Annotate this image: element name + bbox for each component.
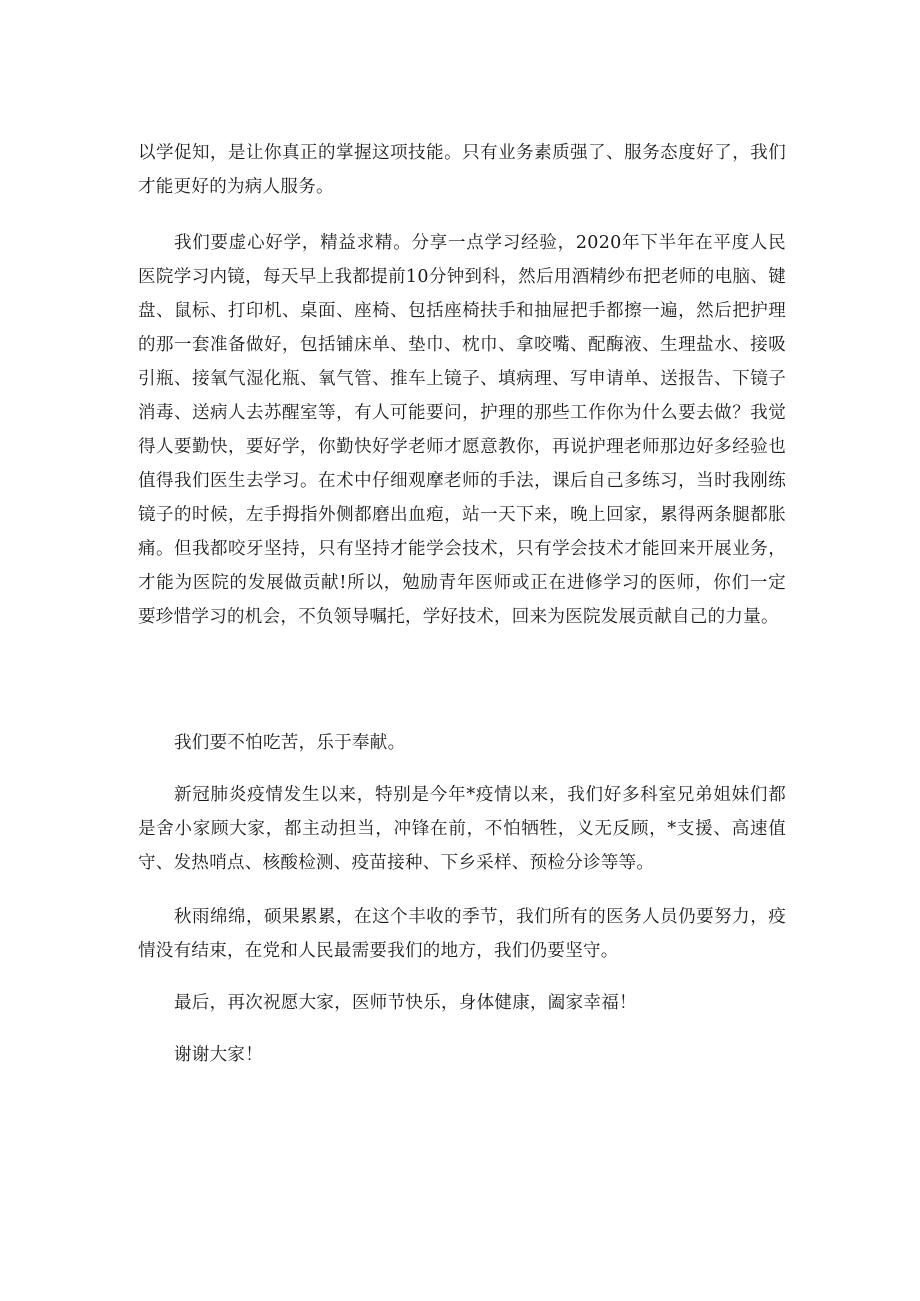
paragraph-4: 新冠肺炎疫情发生以来，特别是今年*疫情以来，我们好多科室兄弟姐妹们都是舍小家顾大家，都主动担当，冲锋在前，不怕牺牲，义无反顾，*支援、高速值守、发热哨点、核酸检测、疫苗接种、下乡采样、预检分诊等等。	[138, 785, 787, 873]
paragraph-3: 我们要不怕吃苦，乐于奉献。	[174, 733, 406, 753]
paragraph-7: 谢谢大家！	[174, 1045, 263, 1065]
paragraph-6: 最后，再次祝愿大家，医师节快乐，身体健康，阖家幸福！	[174, 993, 637, 1013]
paragraph-2: 我们要虚心好学，精益求精。分享一点学习经验，2020年下半年在平度人民医院学习内镜，每天早上我都提前10分钟到科，然后用酒精纱布把老师的电脑、键盘、鼠标、打印机、桌面、座椅、包括座椅扶手和抽屉把手都擦一遍，然后把护理的那一套准备做好，包括铺床单、垫巾、枕巾、拿咬嘴、配酶液、生理盐水、接吸引瓶、接氧气湿化瓶、氧气管、推车上镜子、填病理、写申请单、送报告、下镜子消毒、送病人去苏醒室等，有人可能要问，护理的那些工作你为什么要去做？我觉得人要勤快，要好学，你勤快好学老师才愿意教你，再说护理老师那边好多经验也值得我们医生去学习。在术中仔细观摩老师的手法，课后自己多练习，当时我刚练镜子的时候，左手拇指外侧都磨出血疱，站一天下来，晚上回家，累得两条腿都胀痛。但我都咬牙坚持，只有坚持才能学会技术，只有学会技术才能回来开展业务，才能为医院的发展做贡献!所以，勉励青年医师或正在进修学习的医师，你们一定要珍惜学习的机会，不负领导嘱托，学好技术，回来为医院发展贡献自己的力量。	[138, 233, 786, 627]
paragraph-1: 以学促知，是让你真正的掌握这项技能。只有业务素质强了、服务态度好了，我们才能更好的为病人服务。	[138, 143, 786, 197]
paragraph-5: 秋雨绵绵，硕果累累，在这个丰收的季节，我们所有的医务人员仍要努力，疫情没有结束，在党和人民最需要我们的地方，我们仍要坚守。	[138, 907, 786, 961]
